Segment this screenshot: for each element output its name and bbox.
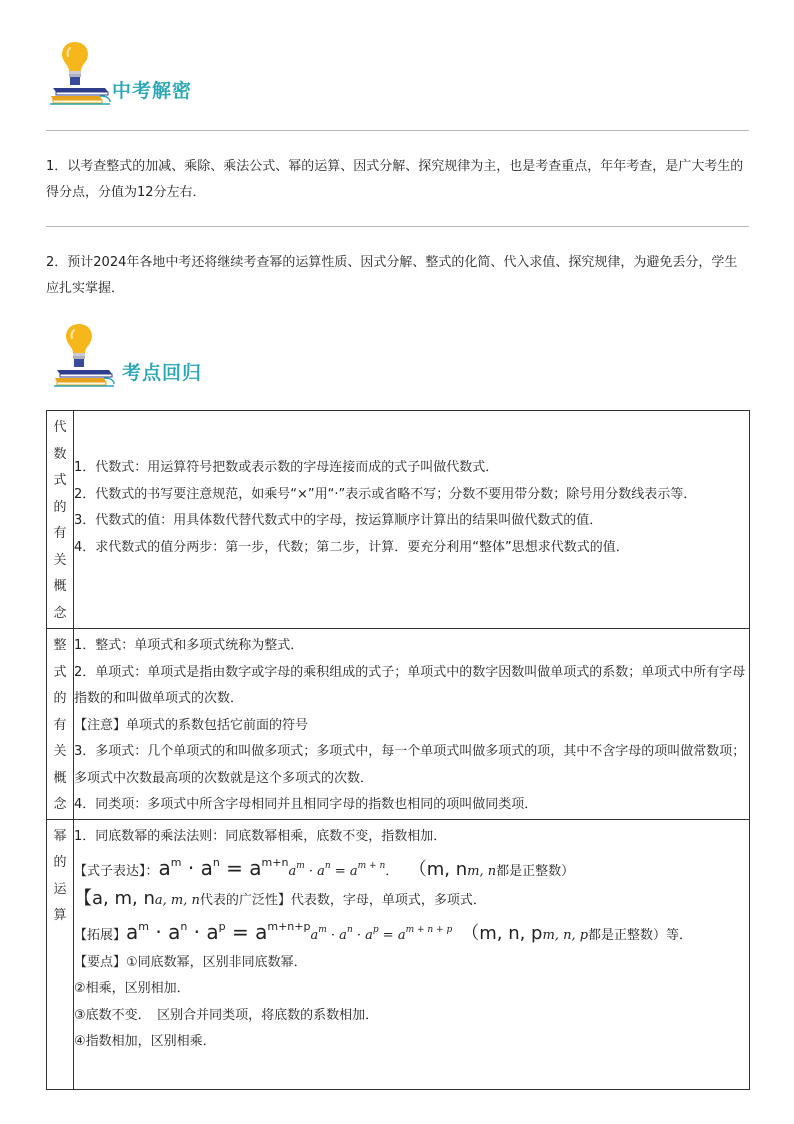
- list-item: ③底数不变． 区别合并同类项，将底数的系数相加．: [74, 1007, 379, 1023]
- list-item: 2．代数式的书写要注意规范，如乘号“×”用“·”表示或省略不写；分数不要用带分数；除号用分数线表示等．: [74, 486, 697, 502]
- list-item: 4．同类项：多项式中所含字母相同并且相同字母的指数也相同的项叫做同类项．: [74, 797, 538, 812]
- extension-line: 【拓展】$a^m \cdot a^n \cdot a^p = a^{m+n+p}a^m \cdot a^n \cdot a^p = a^{m + n + p}$ （m, n, pm, n, p都是正整数）等．: [74, 920, 693, 944]
- row-label: 代 数 式 的 有 关 概 念: [47, 411, 74, 629]
- list-item: 1．整式：单项式和多项式统称为整式．: [74, 638, 304, 653]
- divider: [46, 226, 749, 227]
- formula-vars: （m, n: [417, 859, 468, 880]
- list-item: 1．代数式：用运算符号把数或表示数的字母连接而成的式子叫做代数式．: [74, 460, 499, 475]
- divider: [46, 130, 749, 131]
- formula-math: $a^m \cdot a^n \cdot a^p = a^{m + n + p}$: [310, 925, 453, 943]
- row-content: [74, 629, 750, 820]
- row-content: [74, 411, 750, 629]
- formula: $a^m \cdot a^n = a^{m+n}$: [158, 856, 289, 880]
- intro-paragraph-2: 2．预计2024年各地中考还将继续考查幂的运算性质、因式分解、整式的化简、代入求值、探究规律，为避免丢分，学生应扎实掌握．: [46, 255, 738, 296]
- list-item: ②相乘，区别相加．: [74, 981, 190, 996]
- formula-line: 【式子表达】：$a^m \cdot a^n = a^{m+n}a^m \cdot a^n = a^{m + n}$． （m, nm, n都是正整数）: [74, 856, 575, 880]
- lightbulb-books-icon: [50, 40, 112, 106]
- lightbulb-books-icon: [54, 322, 116, 388]
- formula-math: $a^m \cdot a^n = a^{m + n}$: [288, 861, 386, 879]
- list-item: ④指数相加，区别相乘．: [74, 1034, 216, 1049]
- intro-paragraph-1: 1．以考查整式的加减、乘除、乘法公式、幂的运算、因式分解、探究规律为主，也是考查重点，年年考查，是广大考生的得分点，分值为12分左右．: [46, 159, 744, 200]
- row-label: 幂 的 运 算: [47, 819, 74, 1089]
- table-row: [47, 819, 750, 1089]
- row-label: 整 式 的 有 关 概 念: [47, 629, 74, 820]
- generality-line: 【a, m, na, m, n代表的广泛性】代表数，字母，单项式，多项式．: [74, 887, 486, 909]
- list-item: 2．单项式：单项式是指由数字或字母的乘积组成的式子；单项式中的数字因数叫做单项式的系数；单项式中所有字母指数的和叫做单项式的次数．: [74, 664, 746, 706]
- row-content: [74, 819, 750, 1089]
- key-points-table: [46, 410, 750, 1090]
- table-row: [47, 411, 750, 629]
- list-item: 4．求代数式的值分两步：第一步，代数；第二步，计算．要充分利用“整体”思想求代数式的值．: [74, 539, 629, 555]
- list-item: 1．同底数幂的乘法法则：同底数幂相乘，底数不变，指数相加．: [74, 828, 447, 844]
- formula: $a^m \cdot a^n \cdot a^p = a^{m+n+p}$: [126, 920, 311, 944]
- list-item: 【注意】单项式的系数包括它前面的符号: [74, 717, 309, 733]
- section-title: 中考解密: [112, 80, 193, 102]
- list-item: 3．多项式：几个单项式的和叫做多项式；多项式中，每一个单项式叫做多项式的项，其中不含字母的项叫做常数项；多项式中次数最高项的次数就是这个多项式的次数．: [74, 744, 746, 786]
- list-item: 3．代数式的值：用具体数代替代数式中的字母，按运算顺序计算出的结果叫做代数式的值．: [74, 513, 603, 528]
- section-heading-key-points: [50, 322, 310, 392]
- table-row: [47, 629, 750, 820]
- section-heading-exam-secrets: [50, 40, 310, 110]
- section-title: 考点回归: [122, 362, 203, 384]
- list-item: 【要点】①同底数幂，区别非同底数幂．: [74, 954, 307, 970]
